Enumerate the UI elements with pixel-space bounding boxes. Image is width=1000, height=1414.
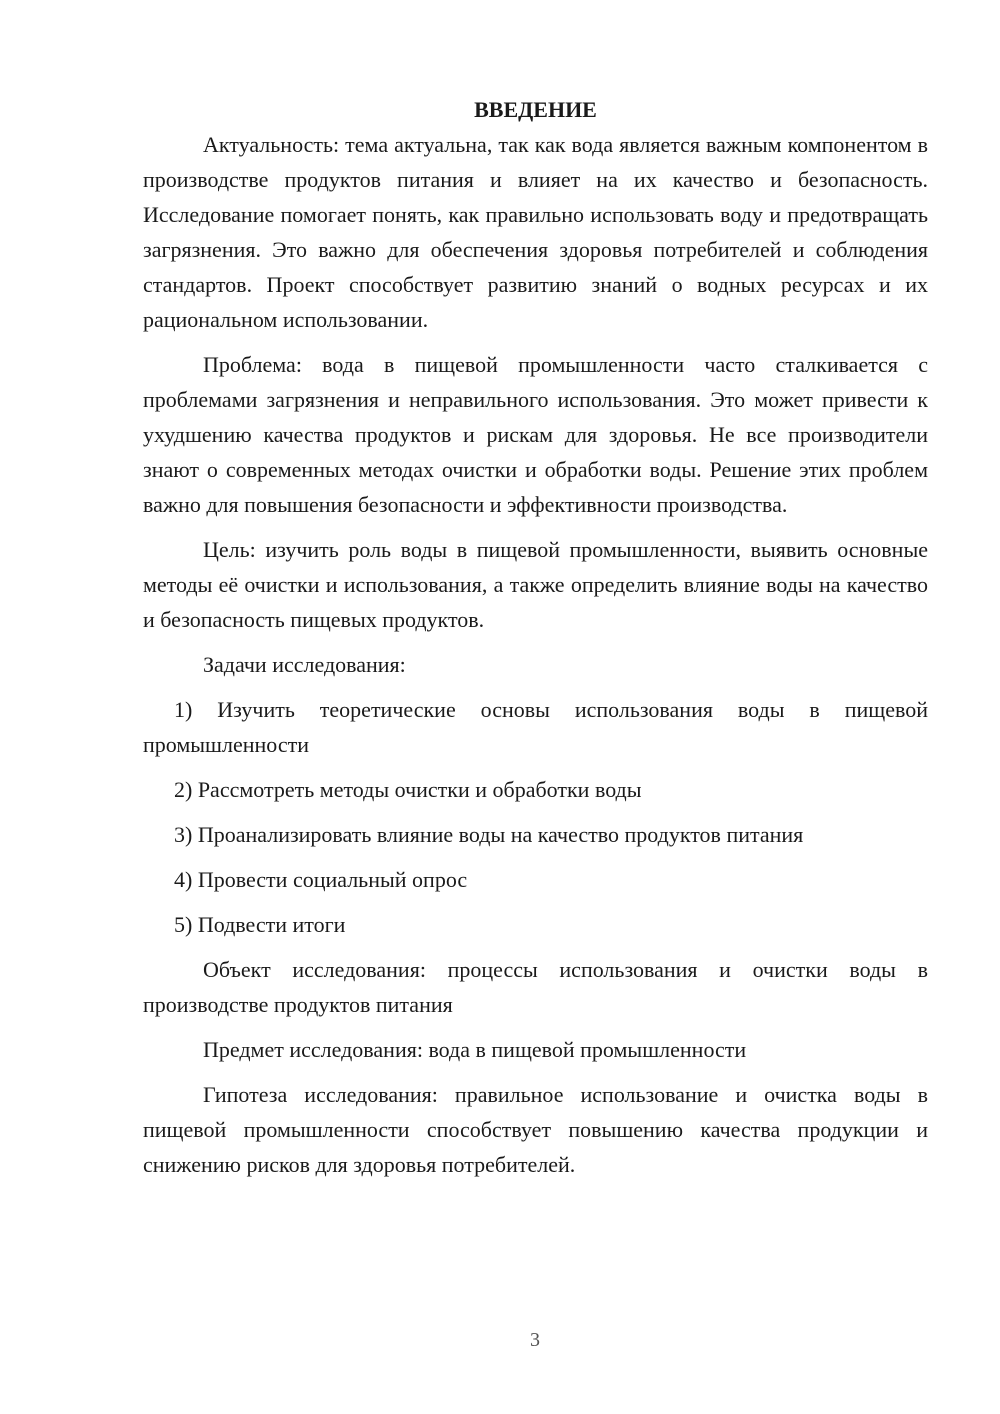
task-item: 2) Рассмотреть методы очистки и обработки воды [174,777,642,802]
task-item: 4) Провести социальный опрос [174,867,468,892]
paragraph-goal: Цель: изучить роль воды в пищевой промышленности, выявить основные методы её очистки и использования, а также определить влияние воды на качество и безопасность пищевых продуктов. [143,537,928,632]
task-item: 5) Подвести итоги [174,912,346,937]
task-item: 3) Проанализировать влияние воды на качество продуктов питания [174,822,804,847]
document-page [143,92,928,1192]
paragraph-subject: Предмет исследования: вода в пищевой промышленности [203,1037,747,1062]
paragraph-hypothesis: Гипотеза исследования: правильное использование и очистка воды в пищевой промышленности способствует повышению качества продукции и снижению рисков для здоровья потребителей. [143,1082,928,1177]
paragraph-relevance: Актуальность: тема актуальна, так как вода является важным компонентом в производстве продуктов питания и влияет на их качество и безопасность. Исследование помогает понять, как правильно использовать воду и предотвращать загрязнения. Это важно для обеспечения здоровья потребителей и соблюдения стандартов. Проект способствует развитию знаний о водных ресурсах и их рациональном использовании. [143,132,928,332]
paragraph-problem: Проблема: вода в пищевой промышленности часто сталкивается с проблемами загрязнения и неправильного использования. Это может привести к ухудшению качества продуктов и рискам для здоровья. Не все производители знают о современных методах очистки и обработки воды. Решение этих проблем важно для повышения безопасности и эффективности производства. [143,352,928,517]
paragraph-object: Объект исследования: процессы использования и очистки воды в производстве продуктов питания [143,957,928,1017]
tasks-heading: Задачи исследования: [203,652,406,677]
document-title: ВВЕДЕНИЕ [474,97,597,122]
page-number: 3 [530,1329,540,1351]
tasks-list [143,692,928,942]
task-item: 1) Изучить теоретические основы использования воды в пищевой промышленности [143,697,928,757]
